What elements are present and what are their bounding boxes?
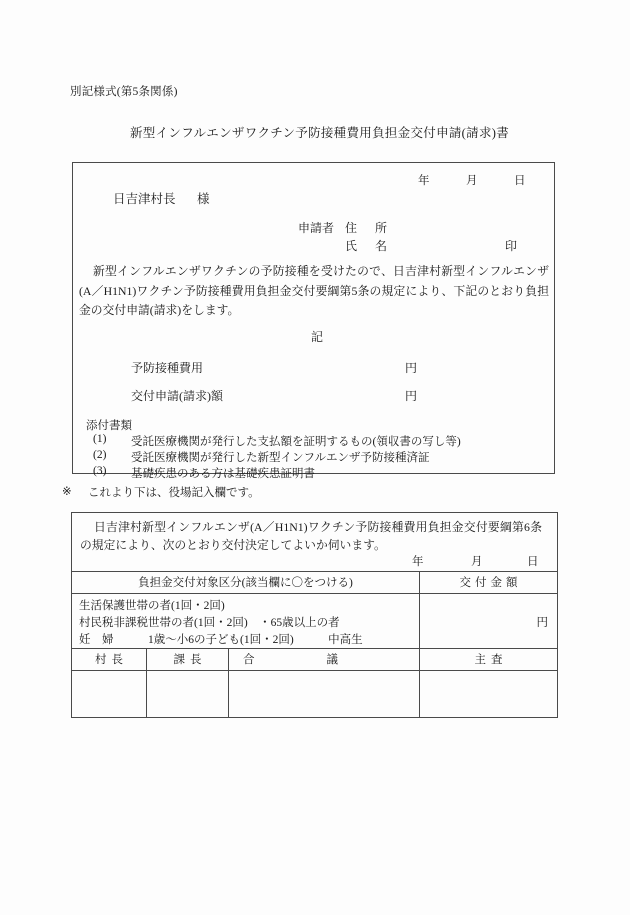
office-use-table [71, 512, 558, 718]
attachment-item-number: (3) [93, 465, 107, 477]
attachment-item-text: 受託医療機関が発行した新型インフルエンザ予防接種済証 [131, 452, 430, 464]
application-date-month-label: 月 [466, 175, 478, 187]
table-row [72, 513, 558, 572]
signature-cell-section-chief[interactable] [147, 671, 229, 718]
amount-entry-cell[interactable] [420, 594, 558, 649]
table-row [72, 671, 558, 718]
signature-cell-supervisor[interactable] [420, 671, 558, 718]
attachment-item-number: (2) [93, 449, 107, 461]
attachments-title: 添付書類 [86, 420, 132, 432]
decision-date-month-label: 月 [471, 556, 483, 568]
decision-intro-cell [72, 513, 558, 572]
fee-claim-amount-label: 交付申請(請求)額 [131, 389, 223, 403]
signature-cell-consultation[interactable] [229, 671, 420, 718]
office-notice-text: これより下は、役場記入欄です。 [88, 487, 260, 499]
category-option-tax-exempt: 村民税非課税世帯の者(1回・2回) ・65歳以上の者 [79, 617, 340, 629]
addressee-name: 日吉津村長 [113, 192, 176, 206]
table-row [72, 649, 558, 671]
table-row [72, 572, 558, 594]
fee-vaccination-cost-unit: 円 [405, 361, 418, 375]
applicant-name-label: 氏 名 [345, 239, 391, 253]
signature-header-consultation: 合議 [229, 649, 420, 671]
category-options-cell[interactable] [72, 594, 420, 649]
signature-header-section-chief: 課長 [147, 649, 229, 671]
application-body-paragraph: 新型インフルエンザワクチンの予防接種を受けたので、日吉津村新型インフルエンザ(A／H1N1)ワクチン予防接種費用負担金交付要綱第5条の規定により、下記のとおり負担金の交付申請(請求)をします。 [79, 264, 549, 317]
attachment-item-text: 受託医療機関が発行した支払額を証明するもの(領収書の写し等) [131, 436, 461, 448]
decision-paragraph: 日吉津村新型インフルエンザ(A／H1N1)ワクチン予防接種費用負担金交付要綱第6条の規定により、次のとおり交付決定してよいか伺います。 [80, 520, 542, 552]
amount-unit-label: 円 [536, 617, 548, 629]
attachment-item-text: 基礎疾患のある方は基礎疾患証明書 [131, 468, 315, 480]
office-notice-mark: ※ [62, 486, 72, 498]
application-date-year-label: 年 [418, 175, 430, 187]
addressee-honorific: 様 [197, 192, 210, 206]
decision-date-year-label: 年 [412, 556, 424, 568]
category-option-welfare: 生活保護世帯の者(1回・2回) [79, 600, 225, 612]
form-reference: 別記様式(第5条関係) [70, 86, 178, 98]
applicant-seal-label: 印 [505, 239, 518, 253]
page-title: 新型インフルエンザワクチン予防接種費用負担金交付申請(請求)書 [130, 126, 510, 140]
record-marker: 記 [311, 330, 324, 344]
signature-header-village-chief: 村長 [72, 649, 147, 671]
applicant-address-label: 住 所 [345, 221, 391, 235]
attachment-item-number: (1) [93, 433, 107, 445]
signature-cell-village-chief[interactable] [72, 671, 147, 718]
fee-vaccination-cost-label: 予防接種費用 [131, 361, 204, 375]
decision-date-day-label: 日 [527, 556, 539, 568]
category-option-pregnant-children: 妊 婦 1歳〜小6の子ども(1回・2回) 中高生 [79, 634, 363, 646]
table-row [72, 594, 558, 649]
applicant-label: 申請者 [298, 221, 335, 235]
category-column-header: 負担金交付対象区分(該当欄に〇をつける) [72, 572, 420, 594]
signature-header-supervisor: 主査 [420, 649, 558, 671]
application-date-day-label: 日 [514, 175, 526, 187]
amount-column-header: 交付金額 [420, 572, 558, 594]
fee-claim-amount-unit: 円 [405, 389, 418, 403]
